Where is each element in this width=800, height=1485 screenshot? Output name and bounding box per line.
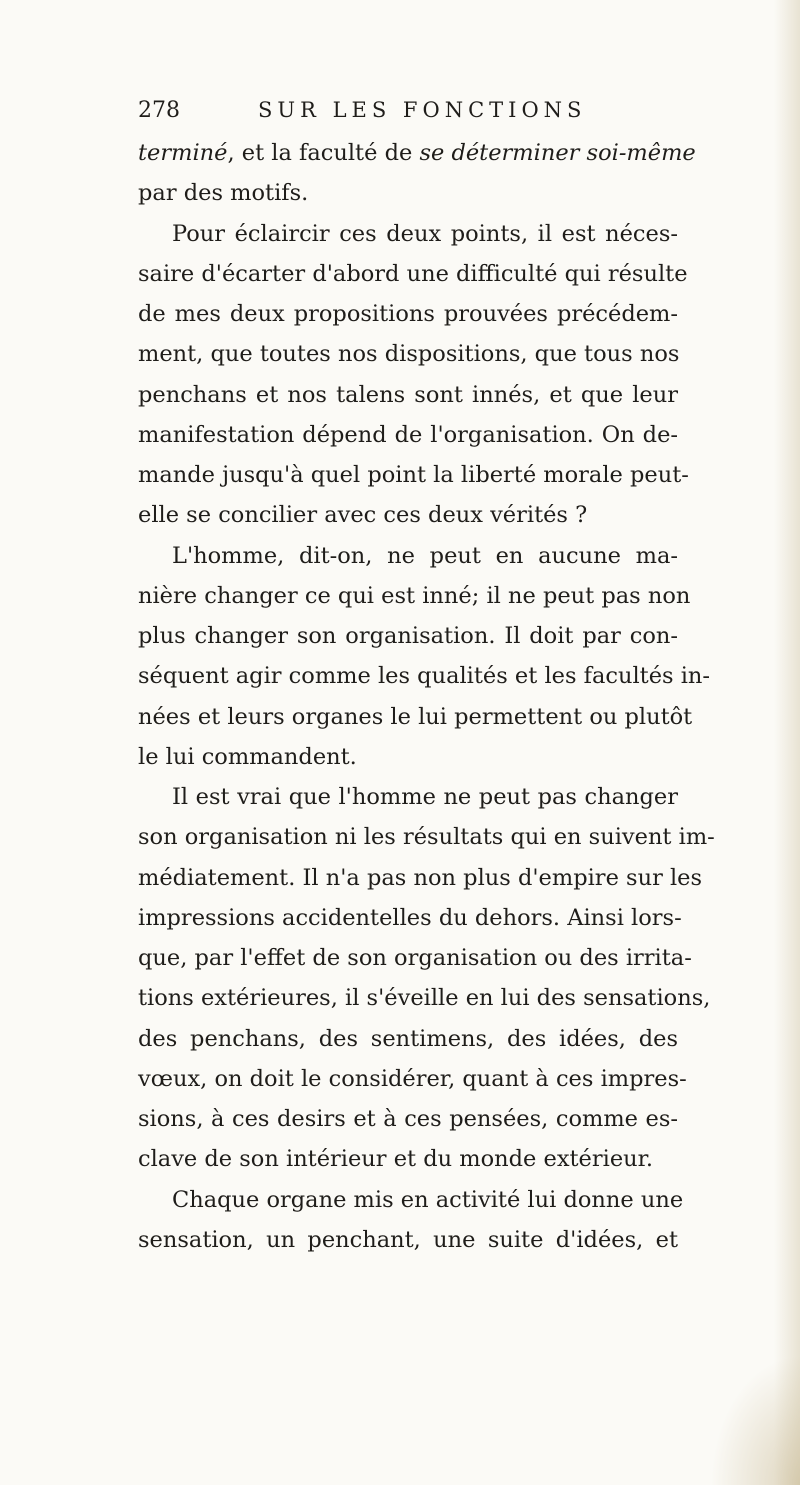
text-line: elle se concilier avec ces deux vérités ? (138, 502, 588, 529)
page-edge-shadow (774, 0, 800, 1485)
page-number: 278 (138, 98, 180, 123)
text-line: de mes deux propositions prouvées précédem- (138, 301, 678, 327)
text-line: clave de son intérieur et du monde extérieur. (138, 1146, 654, 1173)
italic-phrase: se déterminer soi-même (419, 140, 696, 166)
paragraph-start-line: Pour éclaircir ces deux points, il est néces- (172, 220, 678, 247)
running-title: SUR LES FONCTIONS (258, 98, 587, 122)
text-line: que, par l'effet de son organisation ou des irrita- (138, 945, 692, 971)
body-text (138, 133, 715, 1260)
text-line: ment, que toutes nos dispositions, que tous nos (138, 341, 680, 368)
text-line: séquent agir comme les qualités et les facultés in- (138, 663, 711, 690)
paragraph-start-line: Chaque organe mis en activité lui donne une (172, 1186, 684, 1213)
text-line: plus changer son organisation. Il doit par con- (138, 623, 678, 649)
text-line (138, 133, 696, 173)
text-line: mande jusqu'à quel point la liberté morale peut- (138, 462, 689, 488)
text-line: nière changer ce qui est inné; il ne peut pas non (138, 582, 691, 609)
paper-stain (710, 1355, 800, 1485)
italic-word: terminé (138, 140, 228, 166)
paragraph-start-line: Il est vrai que l'homme ne peut pas changer (172, 784, 678, 810)
text-line: manifestation dépend de l'organisation. On de- (138, 421, 678, 448)
text-line: le lui commandent. (138, 743, 357, 770)
running-header (138, 98, 698, 130)
text-line: sions, à ces desirs et à ces pensées, comme es- (138, 1106, 678, 1132)
text-line: sensation, un penchant, une suite d'idées, et (138, 1226, 678, 1253)
text-line: des penchans, des sentimens, des idées, des (138, 1025, 678, 1052)
paragraph-start-line: L'homme, dit-on, ne peut en aucune ma- (172, 542, 678, 569)
text-line: par des motifs. (138, 180, 309, 207)
text-line: vœux, on doit le considérer, quant à ces impres- (138, 1065, 687, 1092)
text-line: saire d'écarter d'abord une difficulté qui résulte (138, 260, 688, 287)
text-line: son organisation ni les résultats qui en suivent im- (138, 824, 715, 851)
text-line: tions extérieures, il s'éveille en lui des sensations, (138, 985, 711, 1012)
text-fragment: , et la faculté de (227, 140, 420, 166)
text-line: impressions accidentelles du dehors. Ainsi lors- (138, 904, 682, 931)
text-line: penchans et nos talens sont innés, et que leur (138, 381, 678, 408)
text-line: médiatement. Il n'a pas non plus d'empire sur les (138, 864, 703, 891)
text-line: nées et leurs organes le lui permettent ou plutôt (138, 703, 693, 730)
